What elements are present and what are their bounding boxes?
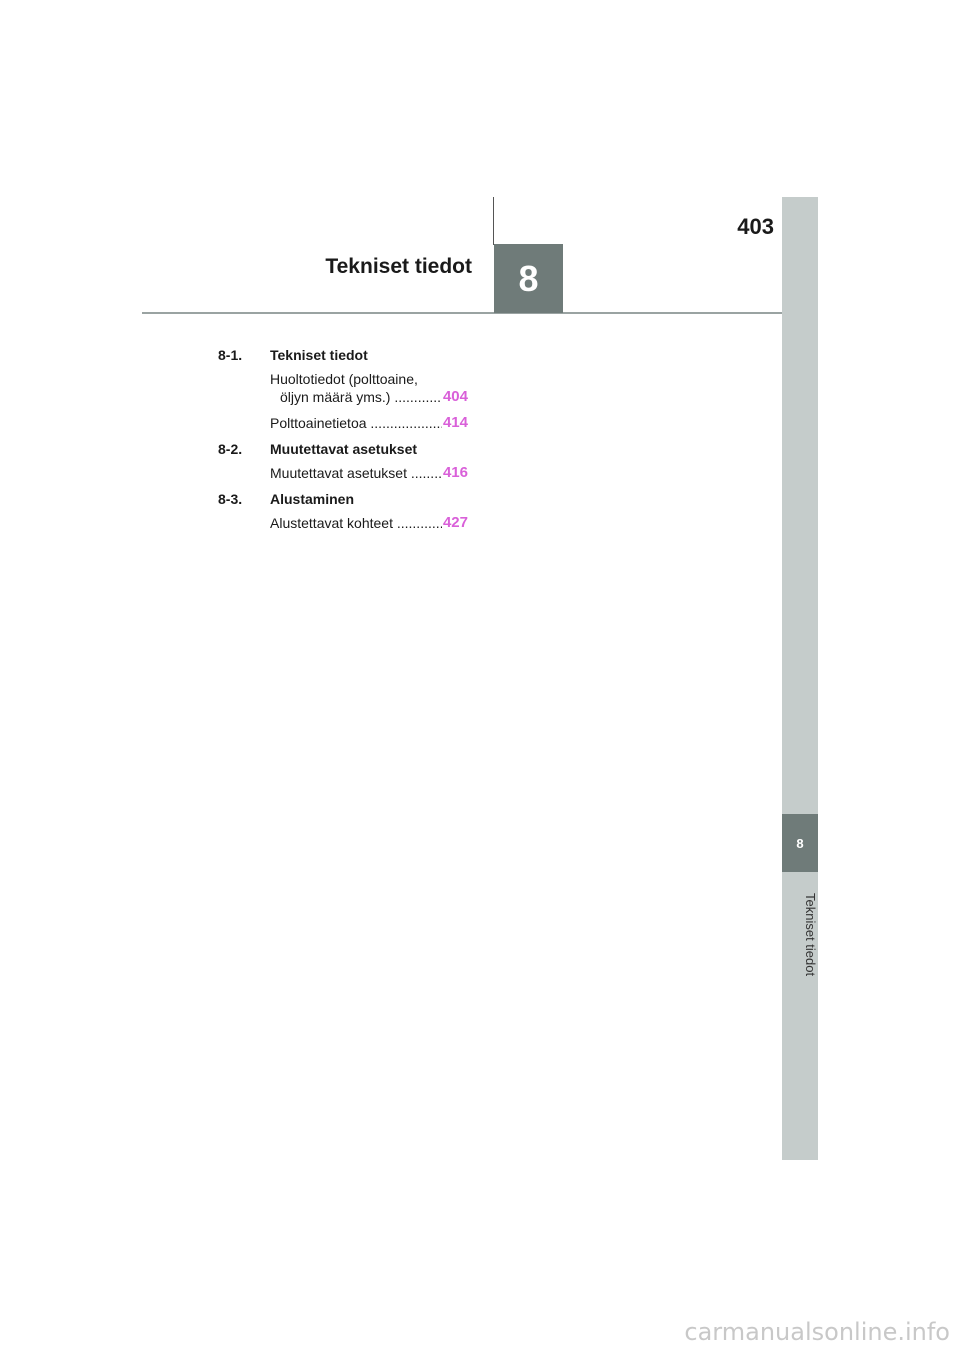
toc-item-text-line2: öljyn määrä yms.) ..... [280,388,442,406]
table-of-contents [218,346,468,540]
side-tab-number: 8 [782,814,818,872]
toc-section-8-3 [218,490,468,508]
toc-item-page-link[interactable]: 416 [442,464,468,481]
toc-item-page-link[interactable]: 427 [442,514,468,531]
watermark: carmanualsonline.info [684,1318,950,1346]
toc-item-polttoainetietoa[interactable] [270,414,468,432]
toc-item-alustettavat-kohteet[interactable] [270,514,468,532]
toc-section-8-1 [218,346,468,364]
section-number: 8-1. [218,347,243,363]
header-horizontal-rule [142,312,782,314]
chapter-title: Tekniset tiedot [325,255,472,278]
section-title: Alustaminen [270,491,355,507]
toc-section-8-2 [218,440,468,458]
toc-item-text-line1: Huoltotiedot (polttoaine, [270,371,418,387]
chapter-number-box: 8 [494,244,563,313]
page-number: 403 [737,214,774,239]
section-number: 8-3. [218,491,243,507]
side-tab-label: Tekniset tiedot [803,893,818,977]
section-title: Tekniset tiedot [270,347,368,363]
toc-item-page-link[interactable]: 404 [442,388,468,405]
toc-item-page-link[interactable]: 414 [442,414,468,431]
toc-item-text: Alustettavat kohteet ..... [270,514,442,532]
section-number: 8-2. [218,441,243,457]
toc-item-text: Polttoainetietoa ..... [270,414,442,432]
section-title: Muutettavat asetukset [270,441,418,457]
header-vertical-rule [493,197,494,245]
toc-item-muutettavat-asetukset[interactable] [270,464,468,482]
toc-item-huoltotiedot[interactable] [270,370,468,406]
side-tab [782,197,818,1160]
toc-item-text: Muutettavat asetukset ..... [270,464,442,482]
